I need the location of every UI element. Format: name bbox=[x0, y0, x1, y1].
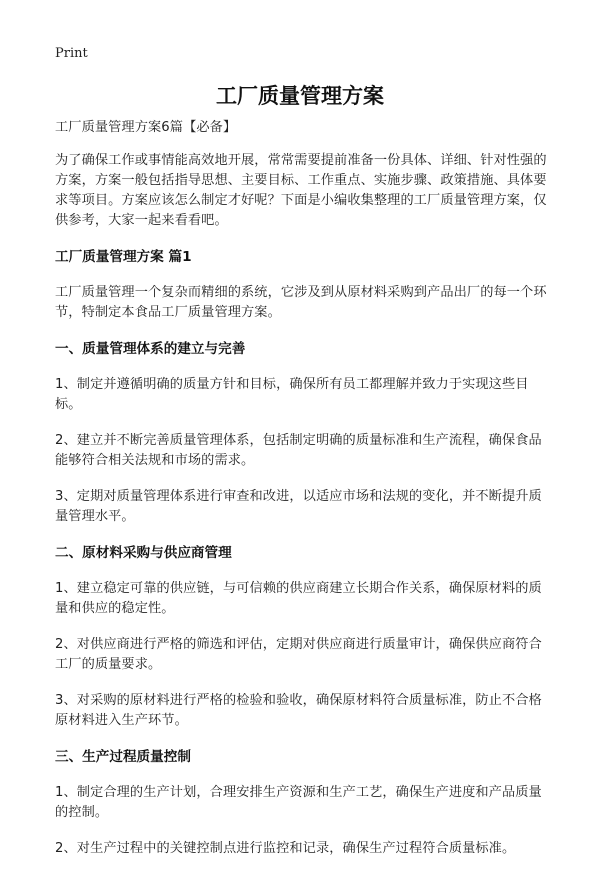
intro-paragraph: 为了确保工作或事情能高效地开展，常常需要提前准备一份具体、详细、针对性强的方案，方案一般包括指导思想、主要目标、工作重点、实施步骤、政策措施、具体要求等项目。方案应该怎么制定才好呢？下面是小编收集整理的工厂质量管理方案，仅供参考，大家一起来看看吧。 bbox=[55, 153, 547, 228]
section-1-item-3: 3、定期对质量管理体系进行审查和改进，以适应市场和法规的变化，并不断提升质量管理水平。 bbox=[55, 489, 542, 524]
print-link[interactable]: Print bbox=[55, 46, 88, 61]
section-3-item-2: 2、对生产过程中的关键控制点进行监控和记录，确保生产过程符合质量标准。 bbox=[55, 841, 516, 856]
section-2-item-3: 3、对采购的原材料进行严格的检验和验收，确保原材料符合质量标准，防止不合格原材料进入生产环节。 bbox=[55, 693, 542, 728]
article-body bbox=[55, 118, 555, 875]
article-subtitle: 工厂质量管理方案6篇【必备】 bbox=[55, 120, 237, 135]
section-2-item-1: 1、建立稳定可靠的供应链，与可信赖的供应商建立长期合作关系，确保原材料的质量和供应的稳定性。 bbox=[55, 581, 542, 616]
section-1-item-2: 2、建立并不断完善质量管理体系，包括制定明确的质量标准和生产流程，确保食品能够符合相关法规和市场的需求。 bbox=[55, 433, 542, 468]
part-heading: 工厂质量管理方案 篇1 bbox=[55, 249, 192, 265]
section-heading-3: 三、生产过程质量控制 bbox=[55, 749, 191, 765]
section-heading-1: 一、质量管理体系的建立与完善 bbox=[55, 341, 246, 357]
page-title: 工厂质量管理方案 bbox=[216, 84, 384, 108]
section-2-item-2: 2、对供应商进行严格的筛选和评估，定期对供应商进行质量审计，确保供应商符合工厂的质量要求。 bbox=[55, 637, 542, 672]
section-heading-2: 二、原材料采购与供应商管理 bbox=[55, 545, 232, 561]
part-intro-paragraph: 工厂质量管理一个复杂而精细的系统，它涉及到从原材料采购到产品出厂的每一个环节，特制定本食品工厂质量管理方案。 bbox=[55, 285, 547, 320]
section-1-item-1: 1、制定并遵循明确的质量方针和目标，确保所有员工都理解并致力于实现这些目标。 bbox=[55, 377, 529, 412]
section-3-item-1: 1、制定合理的生产计划，合理安排生产资源和生产工艺，确保生产进度和产品质量的控制。 bbox=[55, 785, 542, 820]
